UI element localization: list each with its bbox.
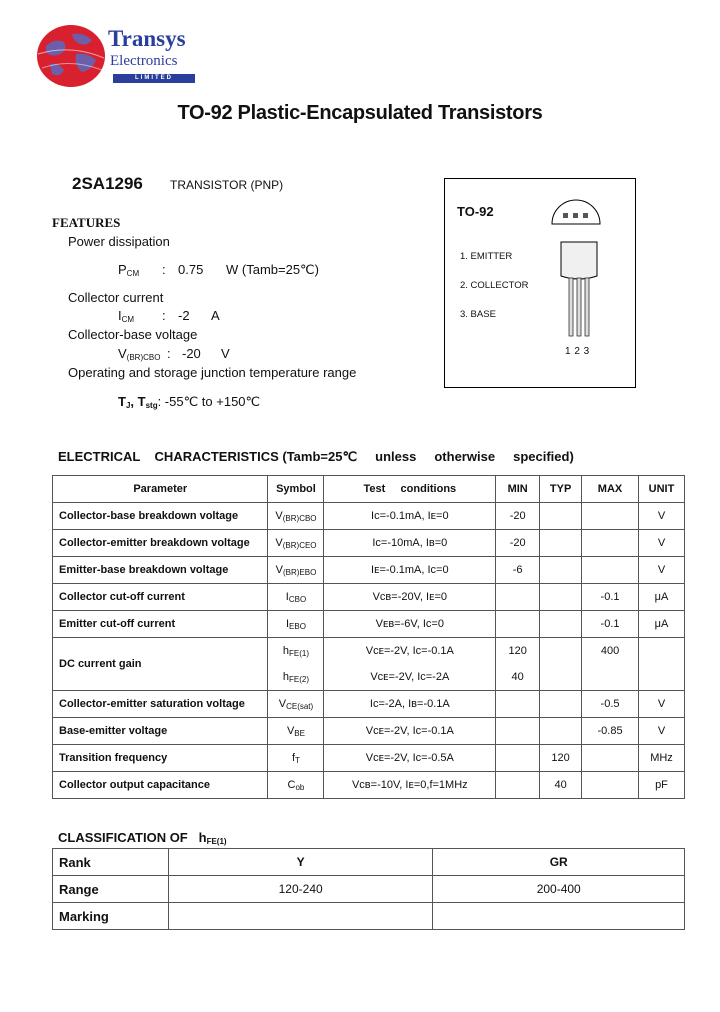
hfe1-typ bbox=[540, 638, 582, 665]
param-cell: Base-emitter voltage bbox=[53, 718, 268, 745]
doc-title: TO-92 Plastic-Encapsulated Transistors bbox=[177, 102, 543, 124]
table-row bbox=[53, 611, 685, 638]
pcm-sub: CM bbox=[126, 269, 140, 278]
electrical-table bbox=[52, 475, 685, 799]
param-cell: Emitter cut-off current bbox=[53, 611, 268, 638]
typ-cell bbox=[540, 557, 582, 584]
brand-name: Transys bbox=[108, 26, 186, 51]
conditions-cell: Iᴄ=-2A, Iʙ=-0.1A bbox=[324, 691, 496, 718]
symbol-sub: ob bbox=[295, 782, 305, 792]
min-cell: -20 bbox=[496, 530, 540, 557]
max-cell: -0.1 bbox=[582, 611, 639, 638]
max-cell bbox=[582, 503, 639, 530]
max-cell bbox=[582, 772, 639, 799]
hfe1-sub: FE(1) bbox=[289, 648, 310, 658]
tstg-sub: stg bbox=[145, 401, 158, 410]
symbol-main: V bbox=[286, 724, 295, 737]
marking-label: Marking bbox=[53, 903, 169, 930]
max-cell: -0.5 bbox=[582, 691, 639, 718]
symbol-main: V bbox=[278, 697, 287, 710]
param-cell: Collector-emitter breakdown voltage bbox=[53, 530, 268, 557]
vbr-label: Collector-base voltage bbox=[68, 327, 198, 342]
conditions-cell: Vᴄʙ=-10V, Iᴇ=0,f=1MHz bbox=[324, 772, 496, 799]
conditions-cell: Vᴄᴇ=-2V, Iᴄ=-0.1A bbox=[324, 718, 496, 745]
symbol-cell bbox=[268, 745, 324, 772]
classification-label: CLASSIFICATION OF bbox=[58, 830, 188, 845]
hfe1-max: 400 bbox=[582, 638, 639, 665]
icm-value: -2 bbox=[178, 308, 190, 323]
tj-sub: J bbox=[125, 401, 131, 410]
max-cell: -0.1 bbox=[582, 584, 639, 611]
hfe1-unit bbox=[638, 638, 684, 665]
symbol-sub: (BR)EBO bbox=[282, 567, 317, 577]
param-cell: Collector-emitter saturation voltage bbox=[53, 691, 268, 718]
typ-cell bbox=[540, 584, 582, 611]
symbol-main: I bbox=[285, 590, 289, 603]
pcm-value: 0.75 bbox=[178, 262, 204, 277]
table-row bbox=[53, 691, 685, 718]
param-cell: Emitter-base breakdown voltage bbox=[53, 557, 268, 584]
pin-1-label: 1. EMITTER bbox=[460, 251, 513, 262]
vbr-sub: (BR)CBO bbox=[126, 353, 161, 362]
table-row bbox=[53, 530, 685, 557]
min-cell: -6 bbox=[496, 557, 540, 584]
pin-2-label: 2. COLLECTOR bbox=[460, 280, 529, 291]
symbol-sub: (BR)CBO bbox=[282, 513, 317, 523]
vbr-sym: V bbox=[118, 346, 127, 361]
vbr-symbol bbox=[118, 346, 160, 362]
min-cell bbox=[496, 772, 540, 799]
hfe2-min: 40 bbox=[496, 664, 540, 691]
symbol-main: V bbox=[275, 536, 283, 549]
pcm-colon: : bbox=[162, 262, 166, 277]
classification-title bbox=[58, 830, 227, 846]
table-row bbox=[53, 584, 685, 611]
vbr-value: -20 bbox=[182, 346, 201, 361]
symbol-sub: BE bbox=[294, 728, 305, 738]
range-label: Range bbox=[53, 876, 169, 903]
unit-cell: μA bbox=[638, 584, 684, 611]
pin-numbers: 1 2 3 bbox=[565, 346, 590, 357]
current-label: Collector current bbox=[68, 290, 164, 305]
hfe1-min: 120 bbox=[496, 638, 540, 665]
classification-table bbox=[52, 848, 685, 930]
min-cell bbox=[496, 745, 540, 772]
hfe2-sub: FE(2) bbox=[289, 674, 310, 684]
to92-package-icon bbox=[558, 240, 600, 340]
symbol-sub: (BR)CEO bbox=[282, 540, 317, 550]
min-cell bbox=[496, 691, 540, 718]
dc-gain-param: DC current gain bbox=[53, 638, 268, 691]
logo-globe-icon bbox=[36, 24, 106, 88]
package-title: TO-92 bbox=[457, 204, 494, 219]
pcm-sym: P bbox=[118, 262, 127, 277]
range-gr: 200-400 bbox=[433, 876, 685, 903]
temp-label: Operating and storage junction temperature range bbox=[68, 365, 357, 380]
symbol-cell bbox=[268, 584, 324, 611]
conditions-cell: Vᴇʙ=-6V, Iᴄ=0 bbox=[324, 611, 496, 638]
electrical-title: ELECTRICAL CHARACTERISTICS (Tamb=25℃ unless otherwise specified) bbox=[58, 449, 574, 464]
symbol-cell bbox=[268, 530, 324, 557]
temp-value: : -55℃ to +150℃ bbox=[157, 394, 261, 409]
conditions-cell: Iᴇ=-0.1mA, Iᴄ=0 bbox=[324, 557, 496, 584]
symbol-main: C bbox=[287, 778, 296, 791]
rank-y: Y bbox=[168, 849, 433, 876]
icm-sub: CM bbox=[121, 315, 135, 324]
conditions-cell: Vᴄʙ=-20V, Iᴇ=0 bbox=[324, 584, 496, 611]
table-row bbox=[53, 718, 685, 745]
header-unit: UNIT bbox=[638, 476, 684, 503]
vbr-colon: : bbox=[167, 346, 171, 361]
max-cell bbox=[582, 530, 639, 557]
typ-cell bbox=[540, 503, 582, 530]
symbol-main: f bbox=[291, 751, 296, 764]
max-cell bbox=[582, 557, 639, 584]
typ-cell bbox=[540, 718, 582, 745]
conditions-cell: Iᴄ=-10mA, Iʙ=0 bbox=[324, 530, 496, 557]
unit-cell: μA bbox=[638, 611, 684, 638]
symbol-sub: T bbox=[295, 755, 300, 765]
table-row bbox=[53, 557, 685, 584]
symbol-cell bbox=[268, 503, 324, 530]
param-cell: Collector cut-off current bbox=[53, 584, 268, 611]
brand-sub: Electronics bbox=[110, 53, 178, 69]
header-min: MIN bbox=[496, 476, 540, 503]
symbol-cell bbox=[268, 611, 324, 638]
min-cell bbox=[496, 611, 540, 638]
param-cell: Collector output capacitance bbox=[53, 772, 268, 799]
marking-y bbox=[168, 903, 433, 930]
range-y: 120-240 bbox=[168, 876, 433, 903]
icm-symbol bbox=[118, 308, 134, 324]
hfe1-symbol bbox=[268, 638, 324, 665]
tj-sym: T bbox=[118, 394, 126, 409]
typ-cell bbox=[540, 691, 582, 718]
unit-cell: pF bbox=[638, 772, 684, 799]
vbr-unit: V bbox=[221, 346, 230, 361]
min-cell bbox=[496, 584, 540, 611]
typ-cell bbox=[540, 530, 582, 557]
unit-cell: V bbox=[638, 557, 684, 584]
icm-sym: I bbox=[118, 308, 122, 323]
hfe1-sym: h bbox=[282, 644, 290, 657]
header-symbol: Symbol bbox=[268, 476, 324, 503]
unit-cell: V bbox=[638, 503, 684, 530]
header-parameter: Parameter bbox=[53, 476, 268, 503]
symbol-sub: CBO bbox=[288, 594, 307, 604]
conditions-cell: Iᴄ=-0.1mA, Iᴇ=0 bbox=[324, 503, 496, 530]
unit-cell: V bbox=[638, 530, 684, 557]
max-cell bbox=[582, 745, 639, 772]
to92-top-view-icon bbox=[548, 196, 604, 230]
symbol-main: V bbox=[275, 563, 283, 576]
rank-gr: GR bbox=[433, 849, 685, 876]
typ-cell: 40 bbox=[540, 772, 582, 799]
typ-cell bbox=[540, 611, 582, 638]
min-cell bbox=[496, 718, 540, 745]
pcm-unit: W (Tamb=25℃) bbox=[226, 262, 319, 277]
hfe2-sym: h bbox=[282, 670, 290, 683]
symbol-main: I bbox=[285, 617, 290, 630]
marking-row bbox=[53, 903, 685, 930]
hfe2-unit bbox=[638, 664, 684, 691]
hfe2-typ bbox=[540, 664, 582, 691]
hfe2-cond: Vᴄᴇ=-2V, Iᴄ=-2A bbox=[324, 664, 496, 691]
symbol-cell bbox=[268, 557, 324, 584]
marking-gr bbox=[433, 903, 685, 930]
rank-row bbox=[53, 849, 685, 876]
pcm-symbol bbox=[118, 262, 139, 278]
max-cell: -0.85 bbox=[582, 718, 639, 745]
rank-label: Rank bbox=[53, 849, 169, 876]
classification-sub: FE(1) bbox=[206, 837, 227, 846]
table-row bbox=[53, 503, 685, 530]
part-number: 2SA1296 bbox=[72, 174, 143, 193]
hfe2-max bbox=[582, 664, 639, 691]
unit-cell: MHz bbox=[638, 745, 684, 772]
table-row bbox=[53, 745, 685, 772]
features-heading: FEATURES bbox=[52, 215, 121, 230]
symbol-cell bbox=[268, 772, 324, 799]
classification-sym: h bbox=[198, 830, 207, 845]
table-row-dc-gain-1 bbox=[53, 638, 685, 665]
tstg-sym: , T bbox=[130, 394, 146, 409]
icm-unit: A bbox=[211, 308, 220, 323]
hfe2-symbol bbox=[268, 664, 324, 691]
temp-range bbox=[118, 394, 260, 410]
header-max: MAX bbox=[582, 476, 639, 503]
header-typ: TYP bbox=[540, 476, 582, 503]
part-desc: TRANSISTOR (PNP) bbox=[170, 178, 284, 192]
header-conditions: Test conditions bbox=[324, 476, 496, 503]
param-cell: Collector-base breakdown voltage bbox=[53, 503, 268, 530]
conditions-cell: Vᴄᴇ=-2V, Iᴄ=-0.5A bbox=[324, 745, 496, 772]
symbol-cell bbox=[268, 691, 324, 718]
hfe1-cond: Vᴄᴇ=-2V, Iᴄ=-0.1A bbox=[324, 638, 496, 665]
table-row bbox=[53, 772, 685, 799]
table-header-row bbox=[53, 476, 685, 503]
range-row bbox=[53, 876, 685, 903]
param-cell: Transition frequency bbox=[53, 745, 268, 772]
symbol-cell bbox=[268, 718, 324, 745]
min-cell: -20 bbox=[496, 503, 540, 530]
symbol-main: V bbox=[275, 509, 283, 522]
symbol-sub: CE(sat) bbox=[286, 701, 314, 711]
power-label: Power dissipation bbox=[68, 234, 170, 249]
unit-cell: V bbox=[638, 718, 684, 745]
pin-3-label: 3. BASE bbox=[460, 309, 496, 320]
unit-cell: V bbox=[638, 691, 684, 718]
icm-colon: : bbox=[162, 308, 166, 323]
symbol-sub: EBO bbox=[289, 621, 306, 631]
brand-tag: LIMITED bbox=[113, 74, 195, 83]
typ-cell: 120 bbox=[540, 745, 582, 772]
